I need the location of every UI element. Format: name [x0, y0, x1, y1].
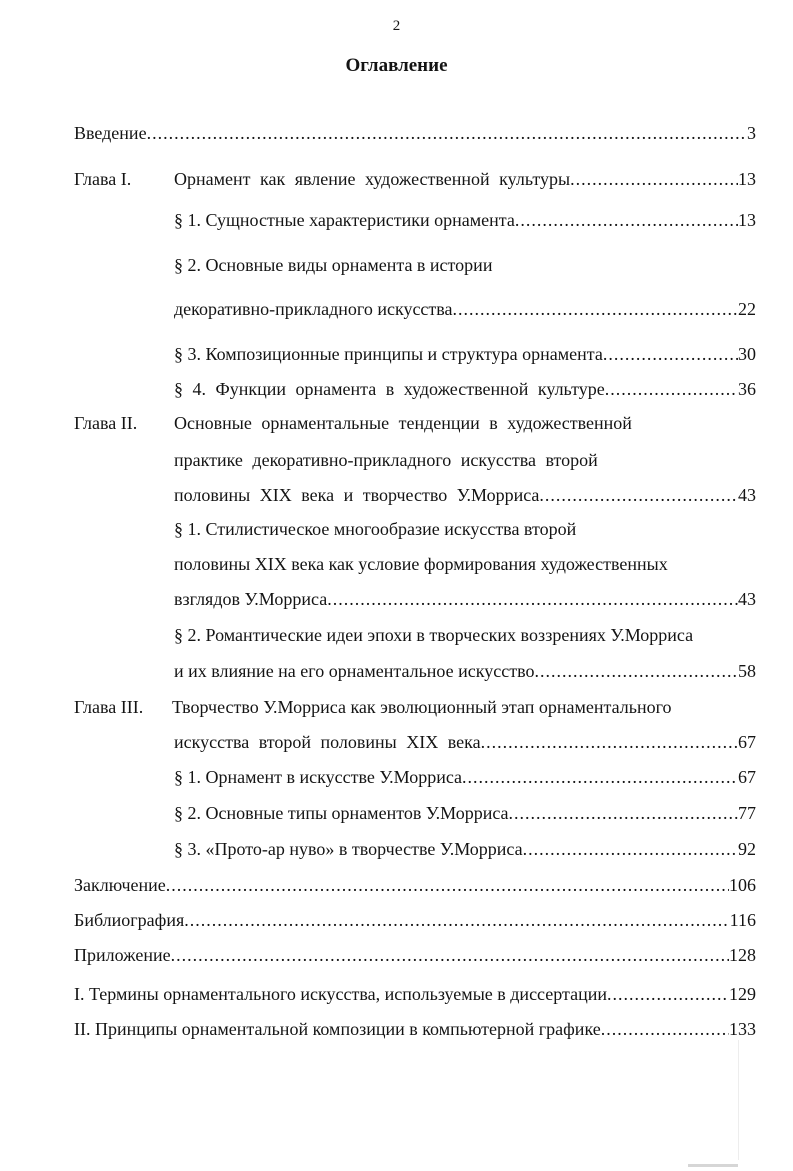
toc-entry-ch3-s3: [174, 836, 756, 862]
toc-entry-text: искусства второй половины XIX века: [174, 732, 481, 752]
dot-leader: [509, 800, 738, 826]
chapter-3-label: Глава III.: [74, 697, 144, 717]
dot-leader: [534, 658, 738, 684]
toc-page-number: 13: [738, 210, 756, 230]
toc-entry-text: и их влияние на его орнаментальное искусство: [174, 661, 535, 681]
toc-entry-text: Заключение: [74, 875, 166, 895]
toc-page-number: 106: [729, 875, 756, 895]
dot-leader: [570, 166, 738, 192]
toc-entry-chapter-3: [174, 729, 756, 755]
toc-entry-ch2-s2: [174, 658, 756, 684]
toc-entry-text: половины XIX века и творчество У.Морриса: [174, 485, 540, 505]
dot-leader: [605, 376, 738, 402]
dot-leader: [171, 942, 729, 968]
toc-entry-text: взглядов У.Морриса: [174, 589, 328, 609]
toc-page-number: 67: [738, 732, 756, 752]
dot-leader: [147, 120, 747, 146]
toc-entry-text: Введение: [74, 123, 147, 143]
dot-leader: [601, 1016, 729, 1042]
dot-leader: [515, 207, 738, 233]
toc-entry-conclusion: [74, 872, 756, 898]
dot-leader: [462, 764, 738, 790]
toc-entry-text: Орнамент как явление художественной культуры: [174, 169, 571, 189]
dot-leader: [166, 872, 729, 898]
toc-entry-ch1-s1: [174, 207, 756, 233]
toc-entry-ch1-s2-line1: § 2. Основные виды орнамента в истории: [174, 255, 493, 275]
toc-page-number: 92: [738, 839, 756, 859]
toc-entry-text: Библиография: [74, 910, 185, 930]
toc-entry-ch2-s2-line1: § 2. Романтические идеи эпохи в творческих воззрениях У.Морриса: [174, 625, 694, 645]
toc-page-number: 3: [747, 123, 756, 143]
toc-entry-text: § 1. Орнамент в искусстве У.Морриса: [174, 767, 463, 787]
toc-entry-intro: [74, 120, 756, 146]
toc-entry-ch3-line1: Творчество У.Морриса как эволюционный этап орнаментального: [172, 697, 672, 717]
toc-entry-ch1-s3: [174, 341, 756, 367]
toc-page-number: 36: [738, 379, 756, 399]
dot-leader: [184, 907, 729, 933]
chapter-2-label: Глава II.: [74, 413, 138, 433]
toc-entry-ch3-s1: [174, 764, 756, 790]
toc-page-number: 128: [729, 945, 756, 965]
chapter-1-label: Глава I.: [74, 169, 132, 189]
scan-artifact: [738, 1040, 739, 1160]
toc-page-number: 13: [738, 169, 756, 189]
dot-leader: [607, 981, 729, 1007]
dot-leader: [453, 296, 738, 322]
toc-entry-text: § 2. Основные типы орнаментов У.Морриса: [174, 803, 509, 823]
toc-entry-text: декоративно-прикладного искусства: [174, 299, 453, 319]
toc-page-number: 67: [738, 767, 756, 787]
toc-entry-ch1-s4: [174, 376, 756, 402]
dot-leader: [481, 729, 738, 755]
toc-entry-text: I. Термины орнаментального искусства, используемые в диссертации: [74, 984, 607, 1004]
toc-entry-text: § 3. Композиционные принципы и структура орнамента: [174, 344, 603, 364]
toc-entry-text: § 1. Сущностные характеристики орнамента: [174, 210, 515, 230]
toc-entry-chapter-1: [174, 166, 756, 192]
toc-entry-ch2-s1: [174, 586, 756, 612]
toc-entry-text: II. Принципы орнаментальной композиции в компьютерной графике: [74, 1019, 601, 1039]
toc-entry-bibliography: [74, 907, 756, 933]
toc-entry-ch2-s1-line1: § 1. Стилистическое многообразие искусства второй: [174, 519, 577, 539]
toc-page-number: 58: [738, 661, 756, 681]
toc-page-number: 133: [729, 1019, 756, 1039]
toc-entry-chapter-2: [174, 482, 756, 508]
toc-entry-text: § 3. «Прото-ар нуво» в творчестве У.Морриса: [174, 839, 523, 859]
dot-leader: [539, 482, 738, 508]
dot-leader: [523, 836, 738, 862]
toc-entry-appendix: [74, 942, 756, 968]
toc-entry-appendix-2: [74, 1016, 756, 1042]
toc-entry-ch2-line1: Основные орнаментальные тенденции в художественной: [174, 413, 632, 433]
dot-leader: [327, 586, 738, 612]
toc-page-number: 116: [729, 910, 756, 930]
page-title: Оглавление: [345, 55, 448, 76]
toc-entry-appendix-1: [74, 981, 756, 1007]
toc-entry-text: Приложение: [74, 945, 171, 965]
page-number: 2: [392, 18, 401, 34]
toc-entry-ch3-s2: [174, 800, 756, 826]
toc-entry-ch2-s1-line2: половины XIX века как условие формирования художественных: [174, 554, 668, 574]
toc-page-number: 43: [738, 485, 756, 505]
toc-page-number: 129: [729, 984, 756, 1004]
dot-leader: [603, 341, 738, 367]
scan-artifact: [688, 1164, 738, 1167]
toc-page-number: 77: [738, 803, 756, 823]
toc-entry-ch2-line2: практике декоративно-прикладного искусства второй: [174, 450, 598, 470]
toc-page-number: 22: [738, 299, 756, 319]
toc-entry-ch1-s2: [174, 296, 756, 322]
toc-page-number: 43: [738, 589, 756, 609]
toc-page-number: 30: [738, 344, 756, 364]
toc-entry-text: § 4. Функции орнамента в художественной культуре: [174, 379, 605, 399]
